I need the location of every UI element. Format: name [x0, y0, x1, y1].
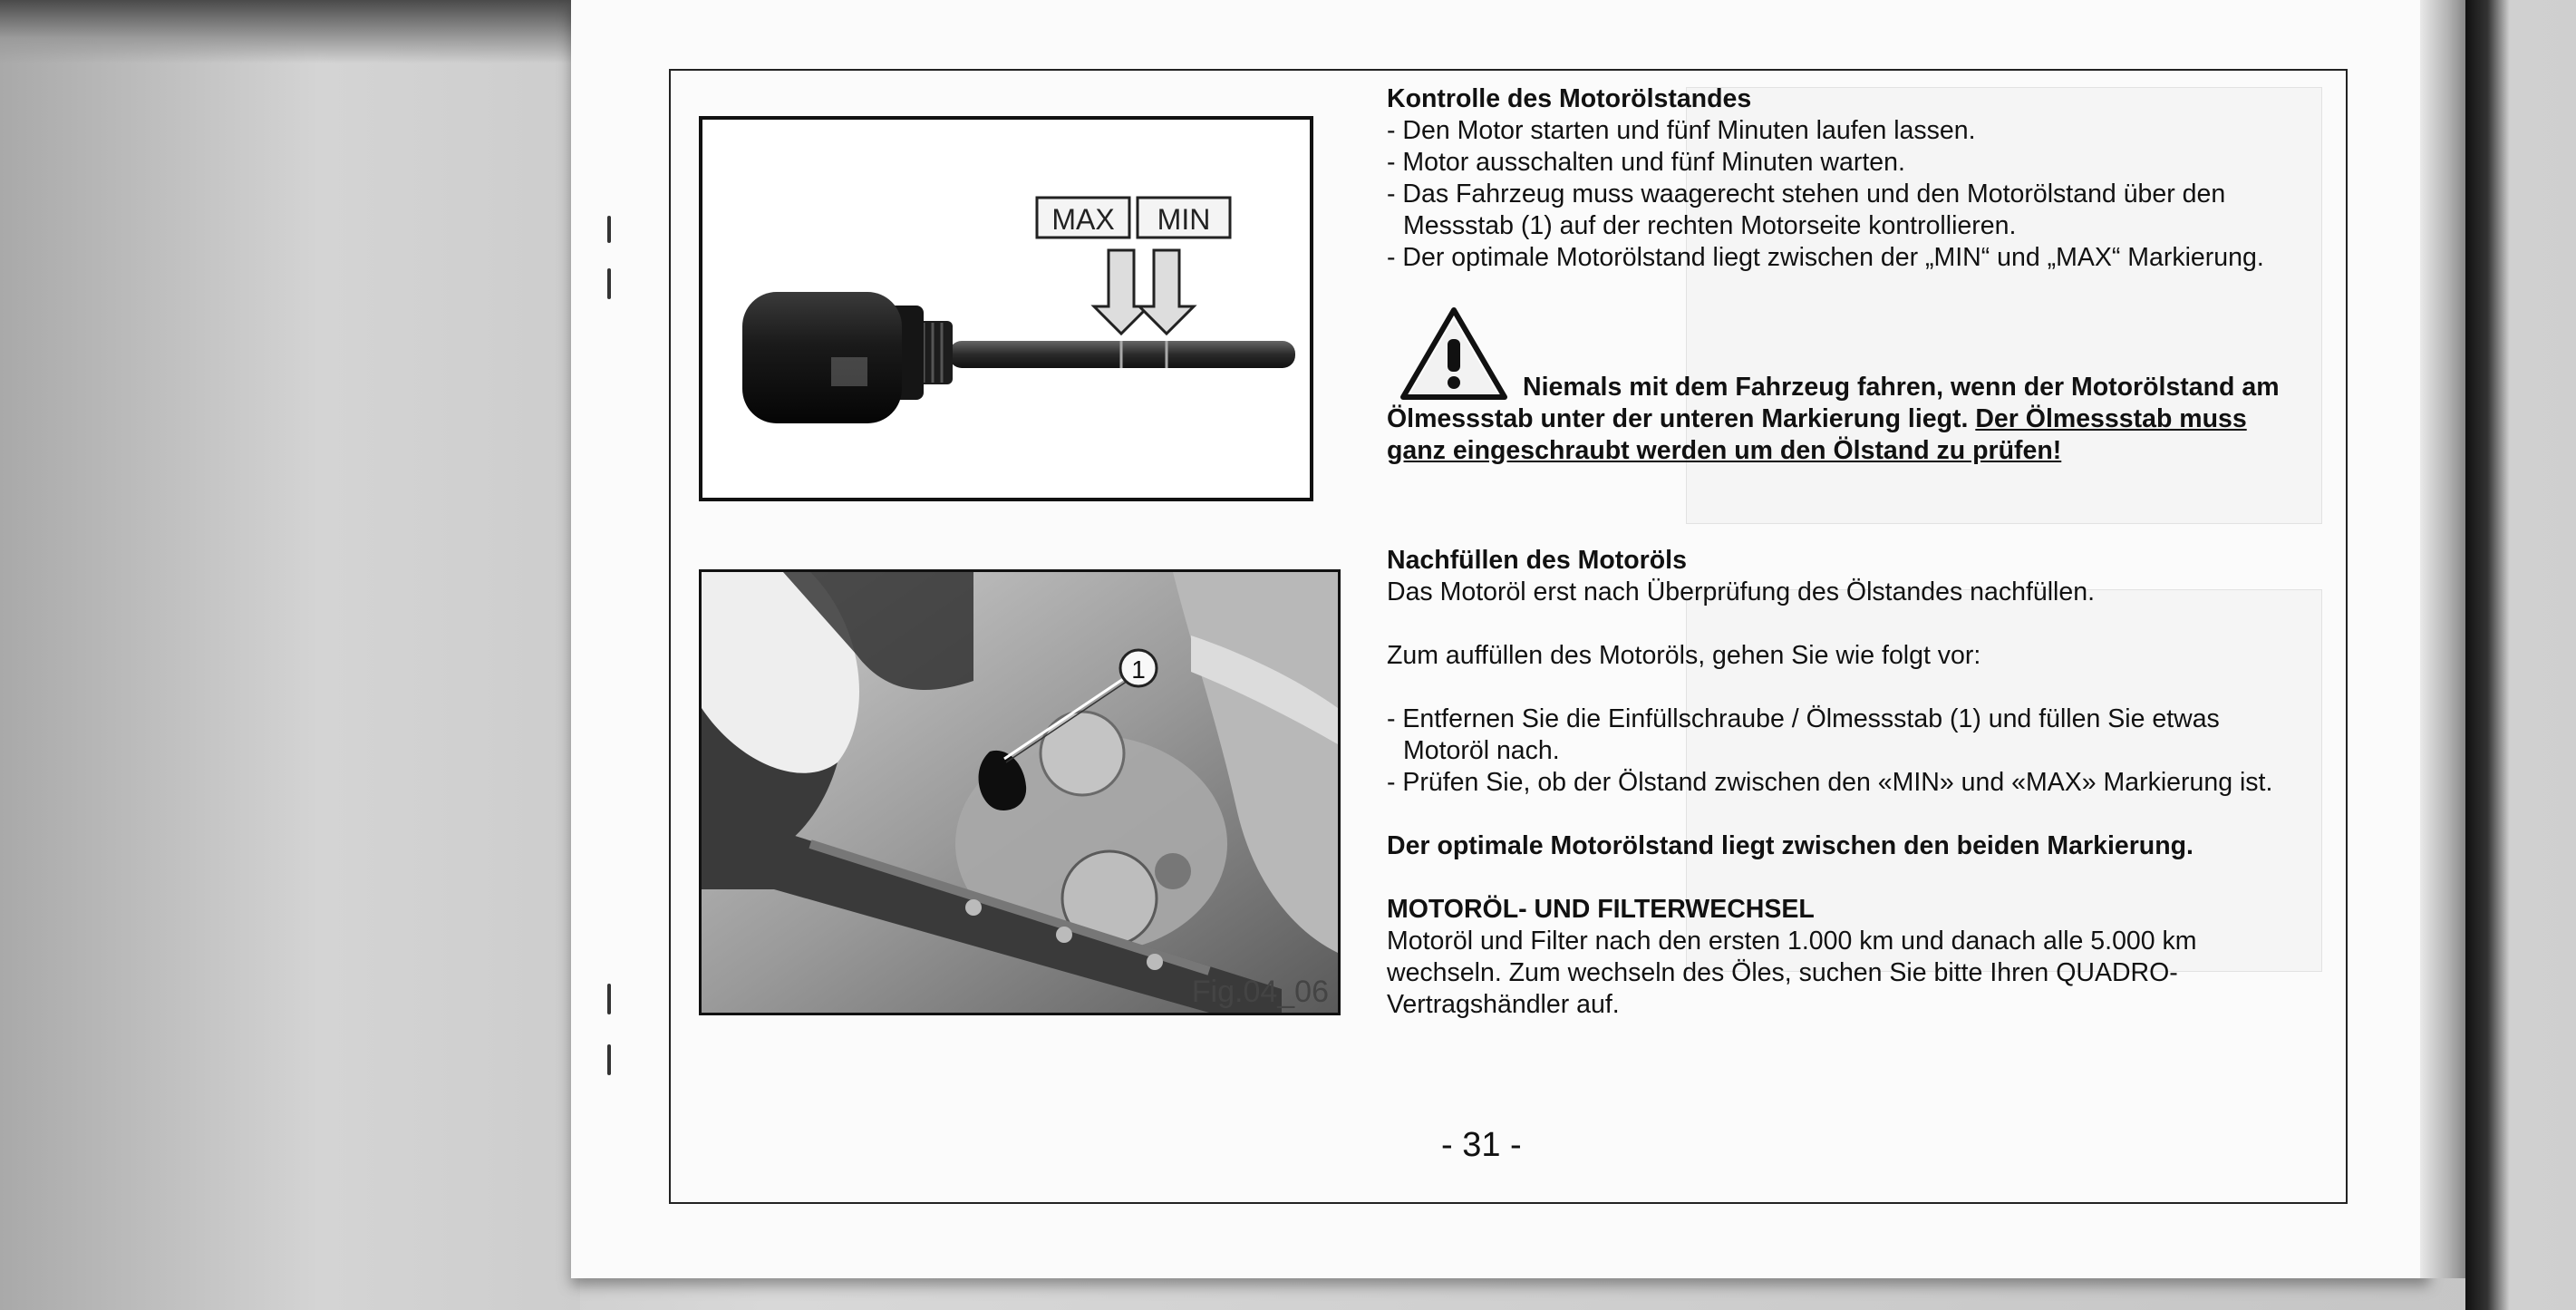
list-item: - Motor ausschalten und fünf Minuten warten.	[1387, 148, 1905, 177]
background-shadow	[0, 0, 580, 63]
page-edge	[2420, 0, 2465, 1278]
warning-block	[1387, 312, 2302, 467]
warning-text: Niemals mit dem Fahrzeug fahren, wenn der Motorölstand am Ölmessstab unter der unteren Markierung liegt.	[1387, 373, 2280, 433]
page-number: - 31 -	[1441, 1126, 1522, 1164]
background-right	[2465, 0, 2576, 1310]
dipstick-photo	[699, 116, 1313, 501]
figure-label: Fig.04_06	[1191, 975, 1329, 1009]
section-heading-oil-change: MOTORÖL- UND FILTERWECHSEL	[1387, 895, 1815, 924]
paragraph: Zum auffüllen des Motoröls, gehen Sie wie folgt vor:	[1387, 641, 1981, 670]
list-item: - Das Fahrzeug muss waagerecht stehen und den Motorölstand über den Messstab (1) auf der rechten Motorseite kontrollieren.	[1387, 180, 2226, 240]
max-label: MAX	[1051, 203, 1115, 236]
section-heading-refill: Nachfüllen des Motoröls	[1387, 546, 1687, 575]
callout-number: 1	[1131, 655, 1146, 684]
paragraph: Motoröl und Filter nach den ersten 1.000 km und danach alle 5.000 km wechseln. Zum wechseln des Öles, suchen Sie bitte Ihren QUADRO-Vertragshändler auf.	[1387, 927, 2197, 1019]
bold-note: Der optimale Motorölstand liegt zwischen den beiden Markierung.	[1387, 831, 2193, 860]
list-item: - Prüfen Sie, ob der Ölstand zwischen den «MIN» und «MAX» Markierung ist.	[1387, 768, 2273, 797]
section-heading-oil-check: Kontrolle des Motorölstandes	[1387, 84, 1752, 113]
warning-text-underlined: Der Ölmessstab muss ganz eingeschraubt werden um den Ölstand zu prüfen!	[1387, 404, 2247, 465]
text-column	[1387, 83, 2302, 1021]
background-left	[0, 0, 580, 1310]
list-item: - Entfernen Sie die Einfüllschraube / Ölmessstab (1) und füllen Sie etwas Motoröl nach.	[1387, 704, 2220, 765]
list-item: - Den Motor starten und fünf Minuten laufen lassen.	[1387, 116, 1976, 145]
warning-triangle-icon	[1399, 306, 1508, 401]
engine-photo	[699, 569, 1341, 1015]
list-item: - Der optimale Motorölstand liegt zwischen der „MIN“ und „MAX“ Markierung.	[1387, 243, 2264, 272]
min-label: MIN	[1157, 203, 1211, 236]
paragraph: Das Motoröl erst nach Überprüfung des Ölstandes nachfüllen.	[1387, 577, 2096, 606]
